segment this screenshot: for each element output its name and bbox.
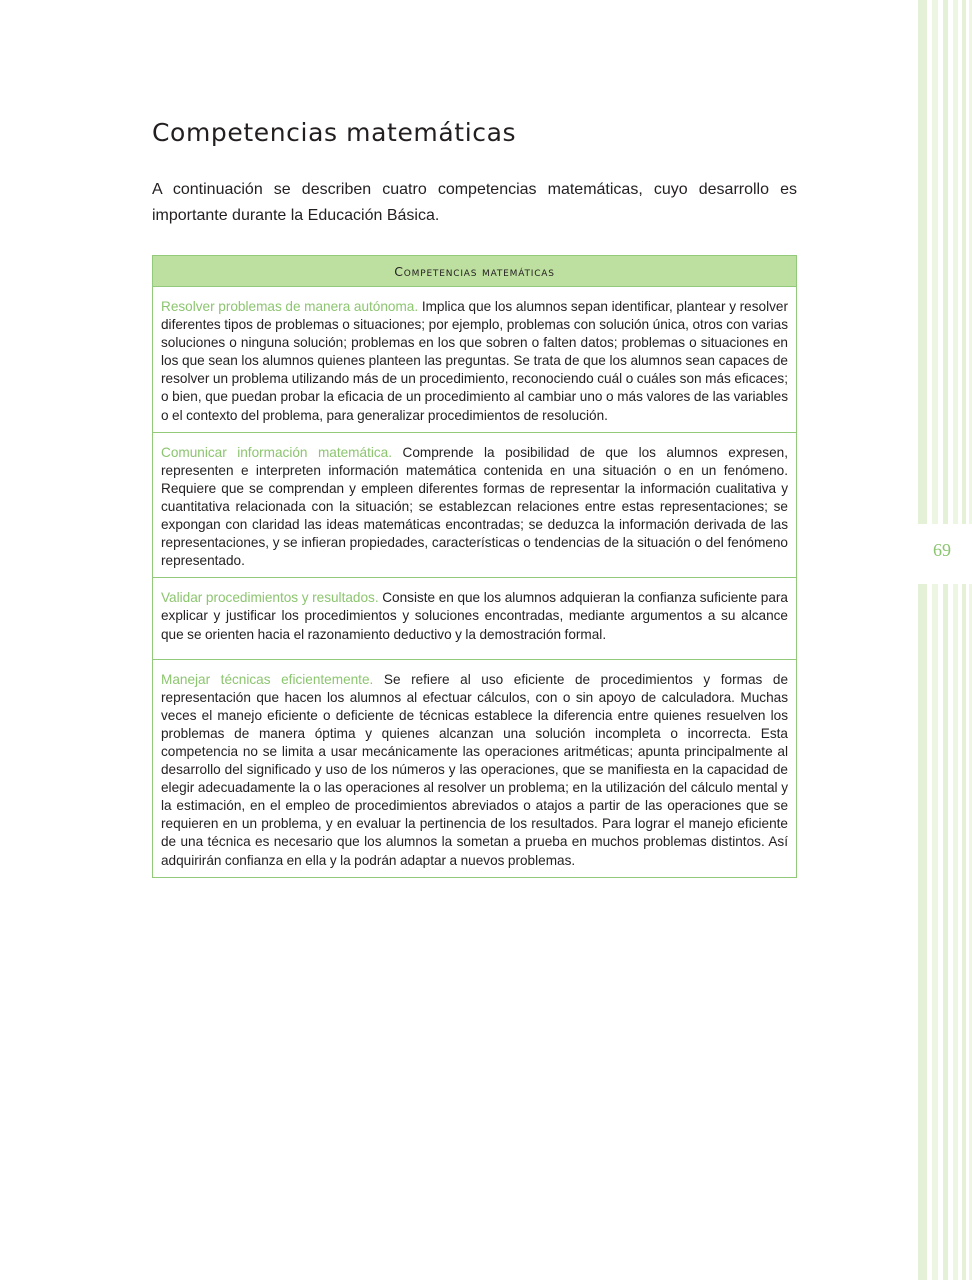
competency-item <box>153 287 796 433</box>
competencias-box <box>152 255 797 878</box>
page-number: 69 <box>933 540 951 560</box>
page-title: Competencias matemáticas <box>152 118 517 147</box>
competency-item <box>153 660 796 877</box>
box-header: Competencias matemáticas <box>153 256 796 287</box>
page-margin-stripes <box>912 0 972 1280</box>
competency-term: Comunicar información matemática. <box>161 444 392 460</box>
competency-item <box>153 433 796 579</box>
margin-stripe <box>953 0 958 1280</box>
competency-item <box>153 578 796 659</box>
competency-description: Implica que los alumnos sepan identificar, plantear y resolver diferentes tipos de problemas o situaciones; por ejemplo, problemas con solución única, otros con varias soluciones o ninguna solución; problemas en los que sobren o falten datos; problemas o situaciones en los que sean los alumnos quienes planteen las preguntas. Se trata de que los alumnos sean capaces de resolver un problema utilizando más de un procedimiento, reconociendo cuál o cuáles son más eficaces; o bien, que puedan probar la eficacia de un procedimiento al cambiar uno o más valores de las variables o el contexto del problema, para generalizar procedimientos de resolución. <box>161 299 789 423</box>
margin-stripe <box>943 0 948 1280</box>
competency-term: Resolver problemas de manera autónoma. <box>161 299 419 314</box>
competency-description: Consiste en que los alumnos adquieran la confianza suficiente para explicar y justificar los procedimientos y soluciones encontradas, mediante argumentos a su alcance que se orienten hacia el razonamiento deductivo y la demostración formal. <box>161 590 788 642</box>
competency-term: Manejar técnicas eficientemente. <box>161 671 374 687</box>
margin-stripe <box>932 0 938 1280</box>
competency-description: Comprende la posibilidad de que los alumnos expresen, representen e interpreten información matemática contenida en una situación o en un fenómeno. Requiere que se comprendan y empleen diferentes formas de representar la información cualitativa y cuantitativa relacionada con la situación; se establezcan relaciones entre estas representaciones; se expongan con claridad las ideas matemáticas encontradas; se deduzca la información derivada de las representaciones, y se infieran propiedades, características o tendencias de la situación o del fenómeno representado. <box>161 444 788 569</box>
competency-term: Validar procedimientos y resultados. <box>161 590 379 606</box>
margin-stripe <box>962 0 966 1280</box>
competency-description: Se refiere al uso eficiente de procedimientos y formas de representación que hacen los alumnos al efectuar cálculos, con o sin apoyo de calculadora. Muchas veces el manejo eficiente o deficiente de técnicas establece la diferencia entre quienes resuelven los problemas de manera óptima y quienes alcanzan una solución incompleta o incorrecta. Esta competencia no se limita a usar mecánicamente las operaciones aritméticas; apunta principalmente al desarrollo del significado y uso de los números y las operaciones, que se manifiesta en la capacidad de elegir adecuadamente la o las operaciones al resolver un problema; en la utilización del cálculo mental y la estimación, en el empleo de procedimientos abreviados o atajos a partir de las operaciones que se requieren en un problema, y en evaluar la pertinencia de los resultados. Para lograr el manejo eficiente de una técnica es necesario que los alumnos la sometan a prueba en muchos problemas distintos. Así adquirirán confianza en ella y la podrán adaptar a nuevos problemas. <box>161 671 789 868</box>
margin-stripe <box>918 0 927 1280</box>
intro-paragraph: A continuación se describen cuatro competencias matemáticas, cuyo desarrollo es importante durante la Educación Básica. <box>152 181 797 224</box>
